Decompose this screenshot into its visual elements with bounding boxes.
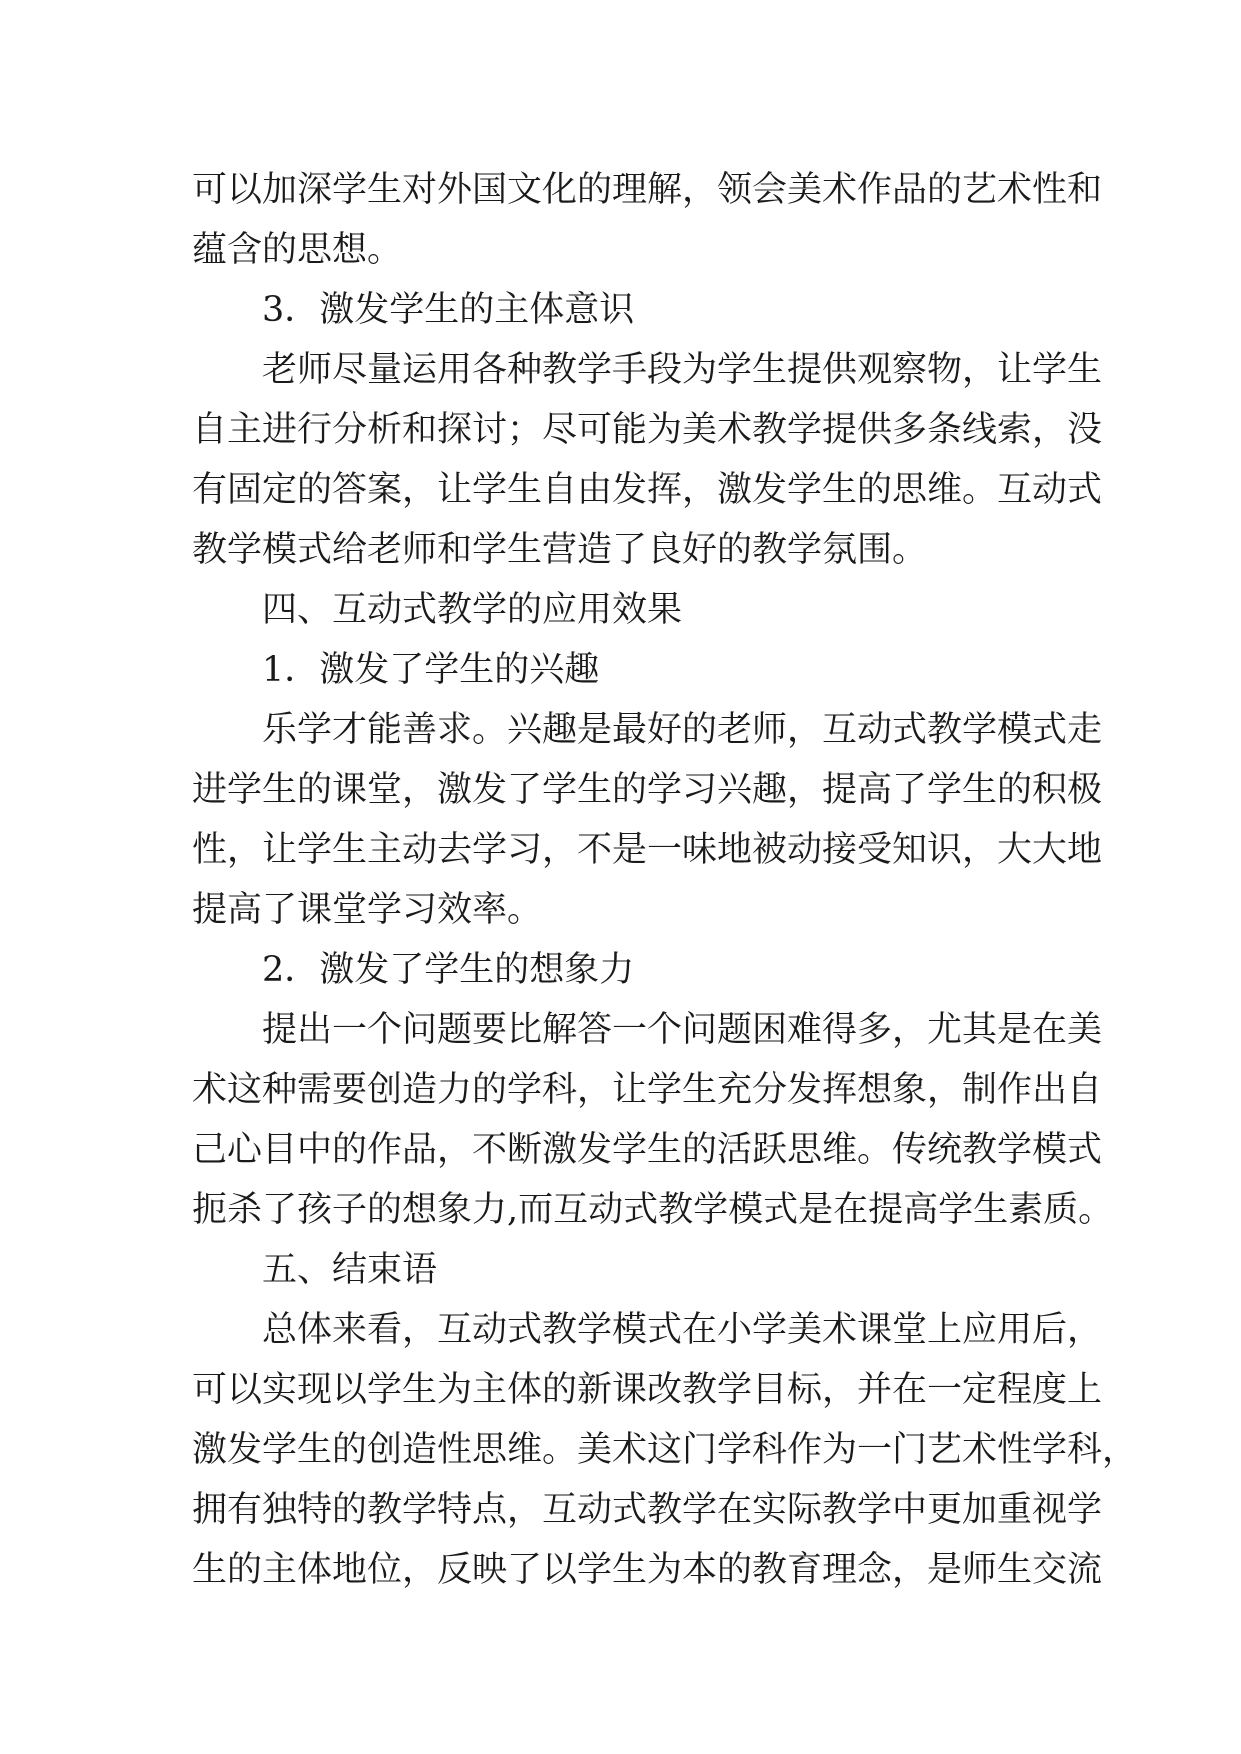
text-line: 术这种需要创造力的学科，让学生充分发挥想象，制作出自 bbox=[192, 1070, 1103, 1110]
text-line: 蕴含的思想。 bbox=[192, 230, 403, 270]
section-heading: 四、互动式教学的应用效果 bbox=[262, 590, 683, 630]
section-heading: 3．激发学生的主体意识 bbox=[262, 290, 635, 330]
text-line: 可以加深学生对外国文化的理解，领会美术作品的艺术性和 bbox=[192, 170, 1103, 210]
text-line: 提出一个问题要比解答一个问题困难得多，尤其是在美 bbox=[262, 1010, 1103, 1050]
text-line: 提高了课堂学习效率。 bbox=[192, 890, 543, 930]
text-line: 老师尽量运用各种教学手段为学生提供观察物，让学生 bbox=[262, 350, 1103, 390]
text-line: 乐学才能善求。兴趣是最好的老师，互动式教学模式走 bbox=[262, 710, 1103, 750]
text-line: 自主进行分析和探讨；尽可能为美术教学提供多条线索，没 bbox=[192, 410, 1103, 450]
text-line: 可以实现以学生为主体的新课改教学目标，并在一定程度上 bbox=[192, 1370, 1103, 1410]
text-line: 己心目中的作品，不断激发学生的活跃思维。传统教学模式 bbox=[192, 1130, 1103, 1170]
text-line: 生的主体地位，反映了以学生为本的教育理念，是师生交流 bbox=[192, 1550, 1103, 1590]
section-heading: 五、结束语 bbox=[262, 1250, 438, 1290]
text-line: 进学生的课堂，激发了学生的学习兴趣，提高了学生的积极 bbox=[192, 770, 1103, 810]
text-line: 拥有独特的教学特点，互动式教学在实际教学中更加重视学 bbox=[192, 1490, 1103, 1530]
text-line: 扼杀了孩子的想象力,而互动式教学模式是在提高学生素质。 bbox=[192, 1190, 1114, 1230]
text-line: 教学模式给老师和学生营造了良好的教学氛围。 bbox=[192, 530, 928, 570]
text-line: 激发学生的创造性思维。美术这门学科作为一门艺术性学科， bbox=[192, 1430, 1138, 1470]
section-heading: 2．激发了学生的想象力 bbox=[262, 950, 635, 990]
text-line: 有固定的答案，让学生自由发挥，激发学生的思维。互动式 bbox=[192, 470, 1103, 510]
text-line: 性，让学生主动去学习，不是一味地被动接受知识，大大地 bbox=[192, 830, 1103, 870]
text-line: 总体来看，互动式教学模式在小学美术课堂上应用后， bbox=[262, 1310, 1103, 1350]
section-heading: 1．激发了学生的兴趣 bbox=[262, 650, 600, 690]
